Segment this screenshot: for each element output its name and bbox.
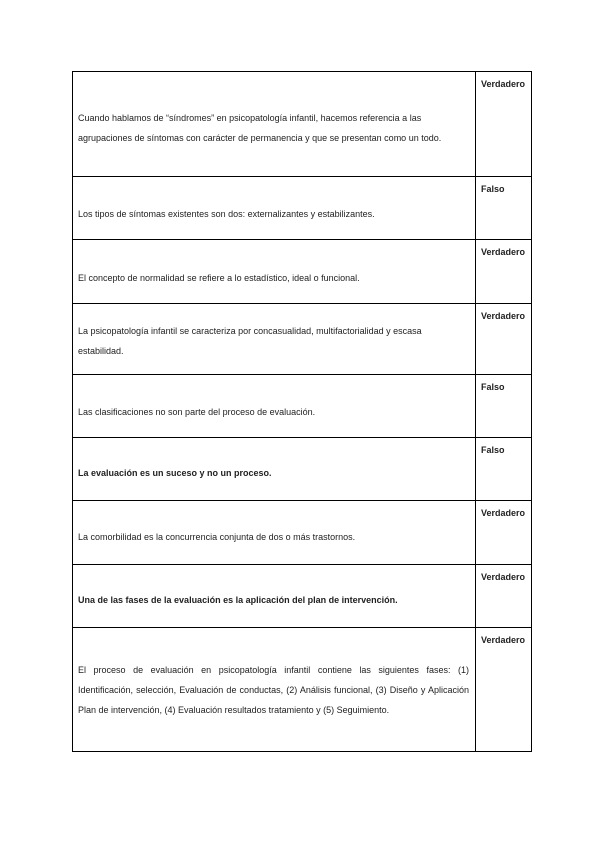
answer-cell bbox=[476, 240, 532, 304]
answer-text: Verdadero bbox=[481, 508, 526, 518]
statement-cell bbox=[73, 240, 476, 304]
statement-text: La evaluación es un suceso y no un proceso. bbox=[78, 468, 272, 478]
table-row bbox=[73, 438, 532, 501]
answer-text: Verdadero bbox=[481, 79, 526, 89]
answer-text: Falso bbox=[481, 184, 505, 194]
answer-text: Verdadero bbox=[481, 311, 526, 321]
table-row bbox=[73, 375, 532, 438]
answer-text: Falso bbox=[481, 382, 505, 392]
table-row bbox=[73, 628, 532, 752]
statement-text: El concepto de normalidad se refiere a lo estadístico, ideal o funcional. bbox=[78, 272, 360, 283]
statement-cell bbox=[73, 304, 476, 375]
statement-cell bbox=[73, 628, 476, 752]
table-row bbox=[73, 72, 532, 177]
statement-text: El proceso de evaluación en psicopatología infantil contiene las siguientes fases: (1) Identificación, selección, Evaluación de conductas, (2) Análisis funcional, (3) Diseño y Aplicación Plan de intervención, (4) Evaluación resultados tratamiento y (5) Seguimiento. bbox=[78, 664, 469, 715]
statement-text: La comorbilidad es la concurrencia conjunta de dos o más trastornos. bbox=[78, 531, 356, 542]
statement-text: La psicopatología infantil se caracteriza por concasualidad, multifactorialidad y escasa estabilidad. bbox=[78, 326, 422, 356]
table-row bbox=[73, 240, 532, 304]
answer-text: Falso bbox=[481, 445, 505, 455]
answer-text: Verdadero bbox=[481, 247, 526, 257]
statement-cell bbox=[73, 438, 476, 501]
statement-cell bbox=[73, 72, 476, 177]
answer-cell bbox=[476, 565, 532, 628]
statement-cell bbox=[73, 565, 476, 628]
table-row bbox=[73, 501, 532, 565]
statement-cell bbox=[73, 177, 476, 240]
answer-text: Verdadero bbox=[481, 635, 526, 645]
table-row bbox=[73, 565, 532, 628]
answer-cell bbox=[476, 628, 532, 752]
table-row bbox=[73, 304, 532, 375]
answer-cell bbox=[476, 72, 532, 177]
true-false-table bbox=[72, 71, 532, 752]
answer-cell bbox=[476, 304, 532, 375]
statement-text: Cuando hablamos de “síndromes” en psicopatología infantil, hacemos referencia a las agrupaciones de síntomas con carácter de permanencia y que se presentan como un todo. bbox=[78, 113, 442, 143]
table-row bbox=[73, 177, 532, 240]
statement-text: Las clasificaciones no son parte del proceso de evaluación. bbox=[78, 407, 316, 417]
statement-text: Los tipos de síntomas existentes son dos: externalizantes y estabilizantes. bbox=[78, 209, 375, 219]
answer-cell bbox=[476, 501, 532, 565]
statement-cell bbox=[73, 501, 476, 565]
answer-cell bbox=[476, 177, 532, 240]
answer-text: Verdadero bbox=[481, 572, 526, 582]
answer-cell bbox=[476, 375, 532, 438]
answer-cell bbox=[476, 438, 532, 501]
statement-cell bbox=[73, 375, 476, 438]
statement-text: Una de las fases de la evaluación es la aplicación del plan de intervención. bbox=[78, 595, 398, 605]
